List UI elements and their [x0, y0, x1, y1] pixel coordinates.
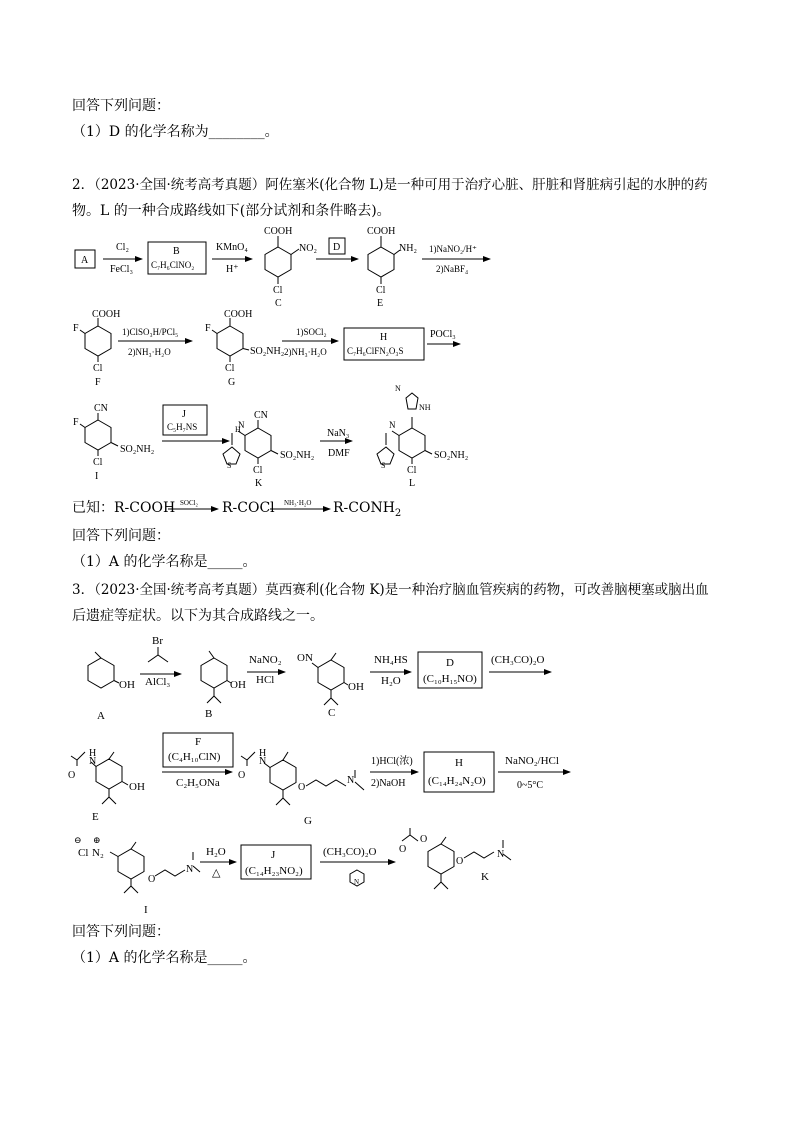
problem2-line1: 2．（2023·全国·统考高考真题）阿佐塞米(化合物 L)是一种可用于治疗心脏、肝脏和肾脏病引起的水肿的药: [72, 177, 708, 193]
group-oh-A3: OH: [119, 679, 135, 691]
reagent-r7-bot3: 0~5°C: [517, 780, 544, 791]
label-E3: E: [92, 811, 99, 823]
group-h-E3: H: [89, 748, 97, 759]
group-so2nh2-L: SO₂NH₂: [434, 450, 469, 461]
reagent-r5-top: 1)ClSO₃H/PCl₅: [122, 327, 179, 337]
group-f-I: F: [73, 417, 79, 428]
problem2-line2: 物。L 的一种合成路线如下(部分试剂和条件略去)。: [72, 203, 391, 219]
reagent-r9-top: NaN₃: [327, 428, 350, 439]
group-n-pyridine: N: [354, 878, 360, 886]
group-cl-G: Cl: [225, 363, 235, 374]
ring-K: [245, 428, 271, 458]
reagent-r4-top3: (CH₃CO)₂O: [491, 654, 545, 666]
group-so2nh2-I: SO₂NH₂: [120, 444, 155, 455]
label-B3: B: [205, 708, 213, 720]
formula-H3: (C₁₄H₂₄N₂O): [428, 775, 486, 787]
group-n-K3: N: [497, 849, 505, 860]
problem2-known-end: $R-CONH_2$: [333, 500, 402, 519]
reagent-r8-top3: H₂O: [206, 846, 226, 858]
group-minus: ⊖: [74, 835, 82, 845]
ring-E3: [96, 759, 122, 789]
group-o2-K3: O: [420, 834, 428, 845]
group-so2nh2-G: SO₂NH₂: [250, 346, 285, 357]
group-s-L: S: [381, 461, 386, 470]
group-oh-C3: OH: [348, 681, 364, 693]
problem2-answer-prompt: 回答下列问题：: [72, 528, 170, 544]
ring-C3: [318, 660, 344, 690]
group-plus: ⊕: [93, 835, 101, 845]
formula-J2: C₅H₇NS: [167, 422, 198, 432]
group-nh-K: H: [235, 425, 241, 434]
ring-G3: [270, 760, 296, 790]
label-H3: H: [455, 757, 463, 769]
ring-K3: [428, 844, 454, 874]
ring-F: [85, 326, 111, 356]
label-D2: D: [333, 242, 341, 253]
label-K2: K: [255, 478, 263, 489]
group-s-K: S: [227, 461, 232, 470]
label-C2: C: [275, 298, 282, 309]
problem2-known: 已知：R-COOH: [72, 500, 176, 516]
group-oh-E3: OH: [129, 781, 145, 793]
known-reagent-2: NH₃·H₂O: [284, 499, 312, 507]
label-K3: K: [481, 871, 489, 883]
formula-D3: (C₁₀H₁₅NO): [423, 673, 477, 685]
group-o3-K3: O: [456, 856, 464, 867]
group-cl-I: Cl: [93, 457, 103, 468]
tetrazole-L: [406, 393, 418, 409]
group-so2nh2-K: SO₂NH₂: [280, 450, 315, 461]
reagent-r9-bot: DMF: [328, 448, 350, 459]
group-n-G3: N: [259, 756, 267, 767]
reagent-r2-bot3: HCl: [256, 674, 275, 686]
group-n2-I3: N₂: [92, 847, 104, 859]
label-L2: L: [409, 478, 416, 489]
label-A2: A: [81, 255, 89, 266]
reagent-r6-bot3: 2)NaOH: [371, 778, 406, 789]
group-n-E3: N: [89, 756, 97, 767]
answer-prompt-top: 回答下列问题：: [72, 98, 170, 114]
label-E2: E: [377, 298, 384, 309]
ring-G: [217, 326, 243, 356]
group-cl-E: Cl: [376, 285, 386, 296]
ring-C: [265, 247, 291, 277]
label-J3: J: [271, 849, 276, 861]
problem2-known-mid: R-COCl: [222, 500, 275, 516]
group-f-F: F: [73, 323, 79, 334]
label-F3: F: [195, 736, 202, 748]
label-G3: G: [304, 815, 312, 827]
group-n2-L: N: [389, 420, 396, 430]
known-reagent-1: SOCl₂: [180, 499, 199, 507]
ring-E: [368, 247, 394, 277]
group-o1-K3: O: [399, 844, 407, 855]
reagent-r4-bot: 2)NaBF₄: [436, 264, 469, 274]
group-cooh-E: COOH: [367, 226, 396, 237]
group-o-G3: O: [238, 770, 246, 781]
question-1-top: （1）D 的化学名称为________。: [72, 124, 279, 140]
group-nh2-E: NH₂: [399, 243, 417, 254]
group-on-C3: ON: [297, 652, 313, 664]
label-A3: A: [97, 710, 105, 722]
group-cl-I3: Cl: [78, 847, 89, 859]
reagent-r3-top3: NH₄HS: [374, 654, 408, 666]
group-cn-K: CN: [254, 410, 268, 421]
reagent-r8-bot3: △: [212, 867, 221, 879]
label-F2: F: [95, 377, 101, 388]
group-n2-G3: N: [347, 775, 355, 786]
group-cooh-F: COOH: [92, 309, 121, 320]
label-C3: C: [328, 707, 336, 719]
group-oh-B3: OH: [230, 679, 246, 691]
reagent-r4-top: 1)NaNO₂/H⁺: [429, 244, 477, 254]
ring-I: [85, 420, 111, 450]
label-J2: J: [182, 409, 186, 420]
reagent-r1-top: Cl₂: [116, 242, 129, 253]
problem3-line1: 3．（2023·全国·统考高考真题）莫西赛利(化合物 K)是一种治疗脑血管疾病的药物，可改善脑梗塞或脑出血: [72, 582, 709, 598]
group-no2-C: NO₂: [299, 243, 317, 254]
problem3-answer-prompt: 回答下列问题：: [72, 924, 170, 940]
reagent-r6-bot: 2)NH₃·H₂O: [284, 347, 327, 357]
reagent-r2-top: KMnO₄: [216, 242, 248, 253]
thiophene-K: [223, 447, 240, 464]
reagent-r9-top3: (CH₃CO)₂O: [323, 846, 377, 858]
group-f-G: F: [205, 323, 211, 334]
ring-L: [399, 428, 425, 458]
label-I3: I: [144, 904, 148, 916]
group-n-L: N: [395, 384, 401, 393]
label-D3: D: [446, 657, 454, 669]
ring-I3: [118, 849, 144, 879]
group-cooh-C: COOH: [264, 226, 293, 237]
reagent-r7-top: POCl₃: [430, 329, 456, 340]
reagent-r6-top3: 1)HCl(浓): [371, 756, 413, 767]
group-cl-C: Cl: [273, 285, 283, 296]
reagent-r6-top: 1)SOCl₂: [296, 327, 327, 337]
problem2-question-1: （1）A 的化学名称是_____。: [72, 554, 257, 570]
problem3-line2: 后遗症等症状。以下为其合成路线之一。: [72, 608, 324, 624]
reagent-r2-top3: NaNO₂: [249, 654, 282, 666]
group-n-K: N: [238, 420, 245, 430]
reagent-r2-bot: H⁺: [226, 264, 239, 275]
ring-B3: [201, 658, 227, 688]
formula-B2: C₇H₆ClNO₂: [151, 260, 195, 270]
reagent-r1-bot: FeCl₃: [110, 264, 133, 275]
thiophene-L: [377, 447, 394, 464]
group-cl-K: Cl: [253, 465, 263, 476]
label-H2: H: [380, 332, 388, 343]
group-nh-L: NH: [419, 403, 431, 412]
group-cl-L: Cl: [407, 465, 417, 476]
label-B2: B: [173, 246, 180, 257]
formula-H2: C₇H₆ClFN₂O₃S: [347, 346, 404, 356]
group-br: Br: [152, 635, 163, 647]
reagent-r7-top3: NaNO₂/HCl: [505, 755, 559, 767]
reagent-r3-bot3: H₂O: [381, 675, 401, 687]
reagent-r5-bot3: C₂H₅ONa: [176, 777, 220, 789]
label-I2: I: [95, 471, 99, 482]
ring-A3: [88, 658, 114, 688]
reagent-alcl3: AlCl₃: [145, 676, 171, 688]
group-n-I3: N: [186, 864, 194, 875]
group-cl-F: Cl: [93, 363, 103, 374]
group-cooh-G: COOH: [224, 309, 253, 320]
group-cn-I: CN: [94, 403, 108, 414]
group-o-I3: O: [148, 874, 156, 885]
formula-F3: (C₄H₁₀ClN): [168, 751, 221, 763]
reagent-r5-bot: 2)NH₃·H₂O: [128, 347, 171, 357]
problem3-question-1: （1）A 的化学名称是_____。: [72, 950, 257, 966]
formula-J3: (C₁₄H₂₃NO₂): [245, 865, 303, 877]
group-o2-G3: O: [298, 782, 306, 793]
group-h-G3: H: [259, 748, 267, 759]
label-G2: G: [228, 377, 236, 388]
group-o-E3: O: [68, 770, 76, 781]
